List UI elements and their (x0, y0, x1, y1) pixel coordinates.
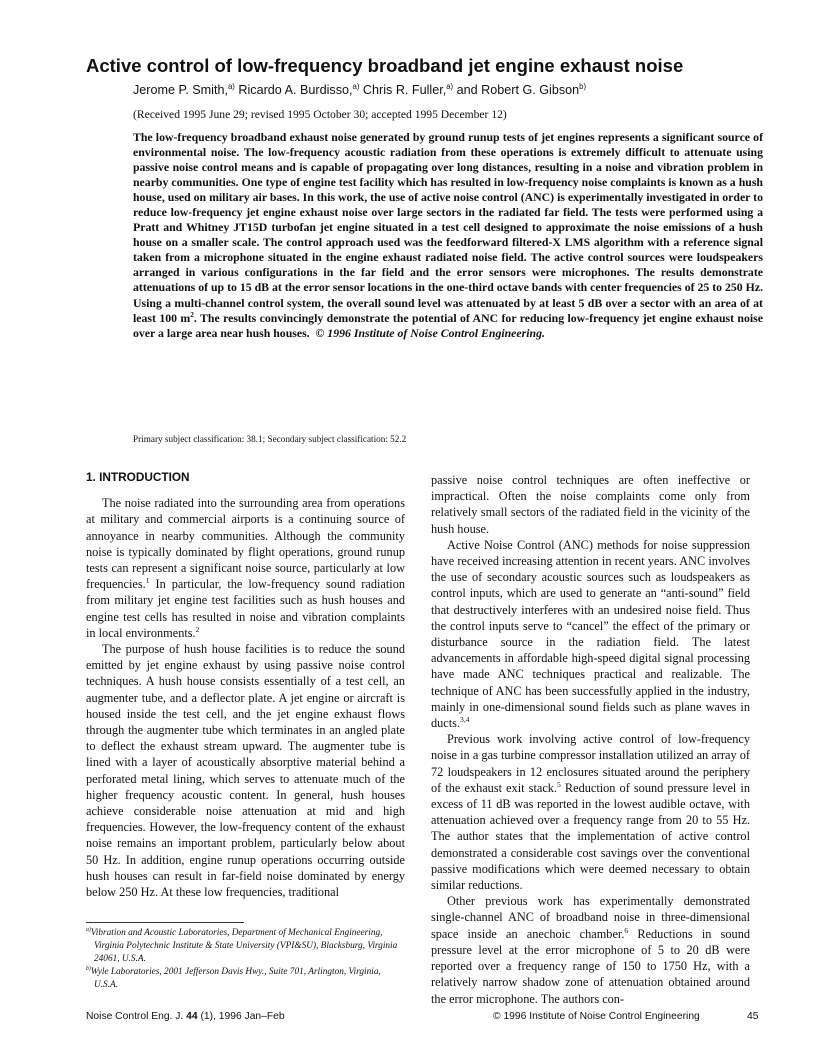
affiliation-mark: a) (352, 81, 360, 91)
citation-ref: 3,4 (460, 714, 470, 724)
received-dates: (Received 1995 June 29; revised 1995 October 30; accepted 1995 December 12) (133, 108, 507, 121)
footnote-text: Wyle Laboratories, 2001 Jefferson Davis Hwy., Suite 701, Arlington, Virginia, U.S.A. (90, 967, 381, 990)
paragraph-text: Other previous work has experimentally demonstrated single-channel ANC of broadband noise in three-dimensional space inside an anechoic chamber. (431, 894, 750, 941)
footnote (86, 927, 405, 966)
paragraph-text: Active Noise Control (ANC) methods for noise suppression have received increasing attention in recent years. ANC involves the use of secondary acoustic sources such as loudspeakers as control inputs, which are used to generate an “anti-sound” field that destructively interferes with an undesired noise field. Thus the control inputs serve to “cancel” the effect of the primary or disturbance source in the radiation field. The latest advancements in affordable high-speed digital signal processing have made ANC techniques practical and realizable. The technique of ANC has been successfully applied in the industry, mainly in one-dimensional sound fields such as plane waves in ducts. (431, 537, 750, 731)
journal-issue: (1), 1996 Jan–Feb (197, 1011, 285, 1022)
paragraph-text: Previous work involving active control of low-frequency noise in a gas turbine compressor installation utilized an array of 72 loudspeakers in 12 enclosures situated around the periphery of the exhaust exit stack. (431, 732, 750, 795)
footnote-mark: a) (86, 926, 91, 933)
journal-name: Noise Control Eng. J. (86, 1011, 187, 1022)
paragraph-text: The noise radiated into the surrounding area from operations at military and commercial airports is a continuing source of annoyance in nearby communities. Although the community noise is typically dominated by flight operations, ground runup tests can represent a significant noise source, particularly at low frequencies. (86, 496, 405, 592)
left-column (86, 469, 405, 900)
footnote-text: Vibration and Acoustic Laboratories, Department of Mechanical Engineering, Virginia Polytechnic Institute & State University (VPI&SU), Blacksburg, Virginia 24061, U.S.A. (90, 928, 398, 964)
affiliation-mark: a) (446, 81, 454, 91)
anc-paragraph (431, 537, 750, 731)
paper-title: Active control of low-frequency broadband jet engine exhaust noise (86, 55, 684, 76)
abstract-text-end: . The results convincingly demonstrate the potential of ANC for reducing low-frequency jet engine exhaust noise over a large area near hush houses. (133, 310, 763, 340)
paragraph-text: Reduction of sound pressure level in excess of 11 dB was reported in the lowest audible octave, with attenuation achieved over a frequency range from 20 to 55 Hz. The author states that the implementation of active control demonstrated a considerable cost savings over the conventional passive modifications which were deemed necessary to obtain similar reductions. (431, 780, 750, 893)
abstract-superscript: 2 (190, 309, 194, 319)
author-list (133, 83, 763, 97)
paragraph-text: In particular, the low-frequency sound radiation from military jet engine test facilities such as hush houses and engine test cells has resulted in noise and vibration complaints in local environments. (86, 577, 405, 640)
author-name: Ricardo A. Burdisso, (234, 83, 353, 97)
right-column (431, 472, 750, 1007)
section-heading: 1. INTRODUCTION (86, 470, 190, 484)
author-name: and Robert G. Gibson (453, 83, 580, 97)
page-number: 45 (747, 1011, 759, 1022)
abstract-text: The low-frequency broadband exhaust noise generated by ground runup tests of jet engines represents a significant source of environmental noise. The low-frequency acoustic radiation from these operations is extremely difficult to attenuate using passive noise control means and is capable of propagating over long distances, resulting in a noise and vibration problem in nearby communities. One type of engine test facility which has resulted in low-frequency noise complaints is known as a hush house, used on military air bases. In this work, the use of active noise control (ANC) is experimentally investigated in order to reduce low-frequency jet engine exhaust noise over large sectors in the radiated far field. The tests were performed using a Pratt and Whitney JT15D turbofan jet engine situated in a test cell designed to approximate the noise emissions of a hush house on a smaller scale. The control approach used was the feedforward filtered-X LMS algorithm with a reference signal taken from a microphone situated in the engine exhaust radiated noise field. The active control sources were loudspeakers arranged in various configurations in the far field and the error sensors were microphones. The results demonstrate attenuations of up to 15 dB at the error sensor locations in the one-third octave bands with center frequencies of 25 to 250 Hz. Using a multi-channel control system, the overall sound level was attenuated by at least 5 dB over a sector with an area of at least 100 m (133, 130, 764, 325)
footnote-mark: b) (86, 965, 91, 972)
footnotes (86, 927, 405, 992)
citation-ref: 1 (145, 576, 150, 586)
citation-ref: 2 (195, 624, 200, 634)
abstract-copyright: © 1996 Institute of Noise Control Engineering. (315, 325, 545, 340)
intro-paragraph-2: The purpose of hush house facilities is to reduce the sound emitted by jet engine exhaust by using passive noise control techniques. A hush house consists essentially of a test cell, an augmenter tube, and a deflector plate. A jet engine or aircraft is housed inside the test cell, and the jet engine exhaust flows through the augmenter tube which terminates in an angled plate to deflect the exhaust stream upward. The augmenter tube is lined with a layer of acoustically absorptive material behind a perforated metal lining, which serves to attenuate much of the higher frequency acoustic content. In general, hush houses achieve considerable noise attenuation at mid and high frequencies. However, the low-frequency content of the exhaust noise remains an important problem, particularly below about 50 Hz. In addition, engine runup operations occurring outside hush houses can result in far-field noise dominated by energy below 250 Hz. At these low frequencies, traditional (86, 642, 405, 900)
intro-paragraph-1 (86, 495, 405, 641)
citation-ref: 5 (557, 779, 561, 789)
abstract (133, 130, 763, 341)
subject-classification: Primary subject classification: 38.1; Secondary subject classification: 52.2 (133, 434, 407, 444)
footnote (86, 966, 405, 992)
paragraph-text: Reductions in sound pressure level at the error microphone of 5 to 20 dB were reported over a frequency range of 150 to 1750 Hz, with a relatively narrow shadow zone of attenuation obtained around the error microphone. The authors con- (431, 926, 750, 1006)
previous-work-paragraph (431, 731, 750, 893)
journal-citation (86, 1011, 285, 1022)
journal-volume: 44 (186, 1011, 198, 1022)
author-name: Jerome P. Smith, (133, 83, 228, 97)
footnote-rule (86, 922, 244, 923)
affiliation-mark: b) (579, 81, 587, 91)
author-name: Chris R. Fuller, (359, 83, 447, 97)
footer-copyright: © 1996 Institute of Noise Control Engineering (493, 1011, 700, 1022)
continued-paragraph: passive noise control techniques are often ineffective or impractical. Often the noise complaints come only from relatively small sectors of the radiated field in the vicinity of the hush house. (431, 473, 750, 536)
affiliation-mark: a) (227, 81, 235, 91)
other-work-paragraph (431, 893, 750, 1006)
citation-ref: 6 (624, 925, 629, 935)
